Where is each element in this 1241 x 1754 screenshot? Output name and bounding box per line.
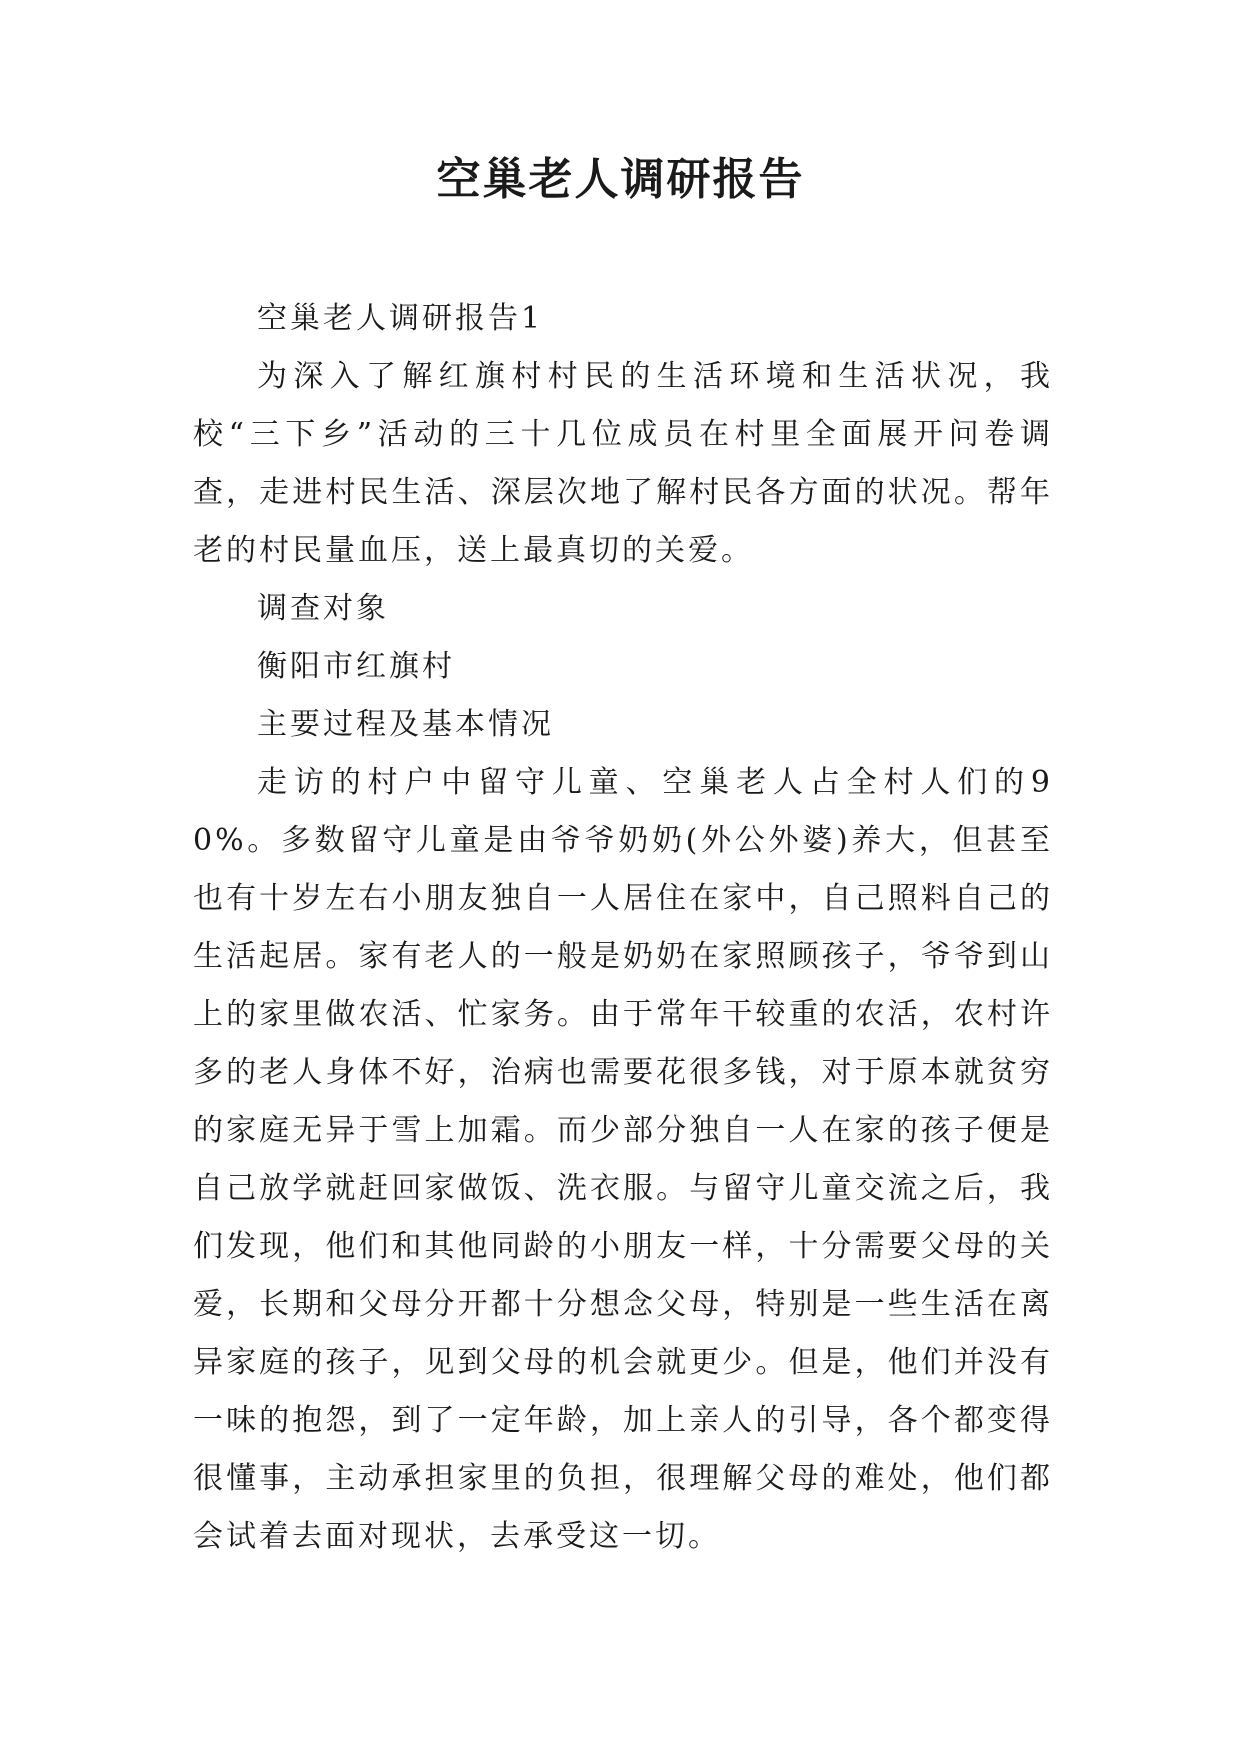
section-heading-subject: 调查对象 <box>257 591 389 626</box>
section-heading-process: 主要过程及基本情况 <box>257 707 554 742</box>
process-paragraph: 走访的村户中留守儿童、空巢老人占全村人们的90%。多数留守儿童是由爷爷奶奶(外公外婆)养大，但甚至也有十岁左右小朋友独自一人居住在家中，自己照料自己的生活起居。家有老人的一般是奶奶在家照顾孩子，爷爷到山上的家里做农活、忙家务。由于常年干较重的农活，农村许多的老人身体不好，治病也需要花很多钱，对于原本就贫穷的家庭无异于雪上加霜。而少部分独自一人在家的孩子便是自己放学就赶回家做饭、洗衣服。与留守儿童交流之后，我们发现，他们和其他同龄的小朋友一样，十分需要父母的关爱，长期和父母分开都十分想念父母，特别是一些生活在离异家庭的孩子，见到父母的机会就更少。但是，他们并没有一味的抱怨，到了一定年龄，加上亲人的引导，各个都变得很懂事，主动承担家里的负担，很理解父母的难处，他们都会试着去面对现状，去承受这一切。 <box>193 765 1053 1554</box>
intro-paragraph: 为深入了解红旗村村民的生活环境和生活状况，我校“三下乡”活动的三十几位成员在村里全面展开问卷调查，走进村民生活、深层次地了解村民各方面的状况。帮年老的村民量血压，送上最真切的关爱。 <box>193 359 1053 568</box>
document-title: 空巢老人调研报告 <box>436 154 805 205</box>
document-body <box>193 290 1053 1566</box>
subtitle-paragraph: 空巢老人调研报告1 <box>257 301 544 336</box>
subject-paragraph: 衡阳市红旗村 <box>257 649 455 684</box>
